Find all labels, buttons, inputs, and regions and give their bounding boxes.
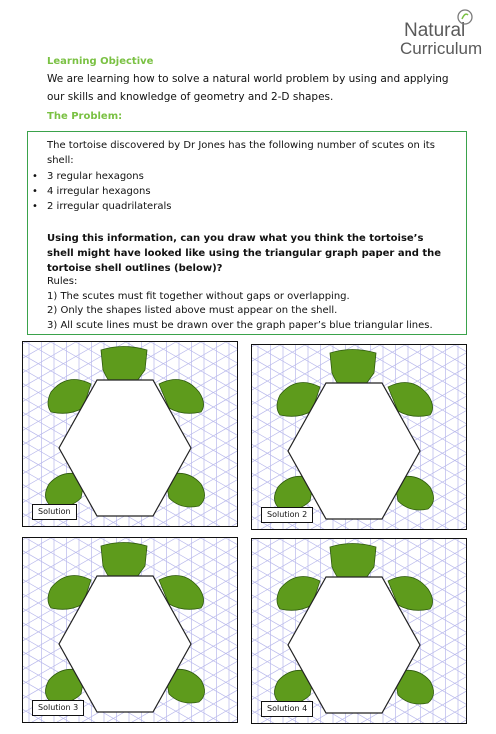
solution-label: Solution 3 xyxy=(32,700,84,716)
rule-1: 1) The scutes must fit together without gaps or overlapping. xyxy=(47,290,350,302)
natural-curriculum-logo xyxy=(398,8,494,60)
rules-title: Rules: xyxy=(47,276,78,287)
problem-box xyxy=(27,131,467,335)
problem-task: Using this information, can you draw what you think the tortoise’s shell might have looked like using the triangular graph paper and the tortoise shell outlines (below)? xyxy=(47,233,442,274)
logo-line-1: Natural xyxy=(404,20,466,41)
rule-3: 3) All scute lines must be drawn over the graph paper’s blue triangular lines. xyxy=(47,319,433,331)
solution-label: Solution xyxy=(32,504,77,520)
problem-heading: The Problem: xyxy=(47,111,123,122)
scute-list-item: • 2 irregular quadrilaterals xyxy=(32,199,171,214)
rules xyxy=(47,275,462,333)
scute-list xyxy=(32,169,171,214)
solution-panel-3[interactable] xyxy=(22,537,238,723)
leaf-icon xyxy=(456,8,474,26)
solution-panel-2[interactable] xyxy=(251,344,467,530)
rule-2: 2) Only the shapes listed above must appear on the shell. xyxy=(47,305,338,316)
problem-intro: The tortoise discovered by Dr Jones has the following number of scutes on its shell: xyxy=(47,140,435,166)
scute-list-item: • 3 regular hexagons xyxy=(32,169,171,184)
solution-panel-4[interactable] xyxy=(251,538,467,724)
scute-list-item: • 4 irregular hexagons xyxy=(32,184,171,199)
objective-text: We are learning how to solve a natural world problem by using and applying our skills and knowledge of geometry and 2-D shapes. xyxy=(47,73,449,103)
objective-heading: Learning Objective xyxy=(47,56,154,67)
logo-line-2: Curriculum xyxy=(400,39,483,58)
solution-panel-1[interactable] xyxy=(22,341,238,527)
solution-label: Solution 4 xyxy=(261,701,313,717)
solution-label: Solution 2 xyxy=(261,507,313,523)
